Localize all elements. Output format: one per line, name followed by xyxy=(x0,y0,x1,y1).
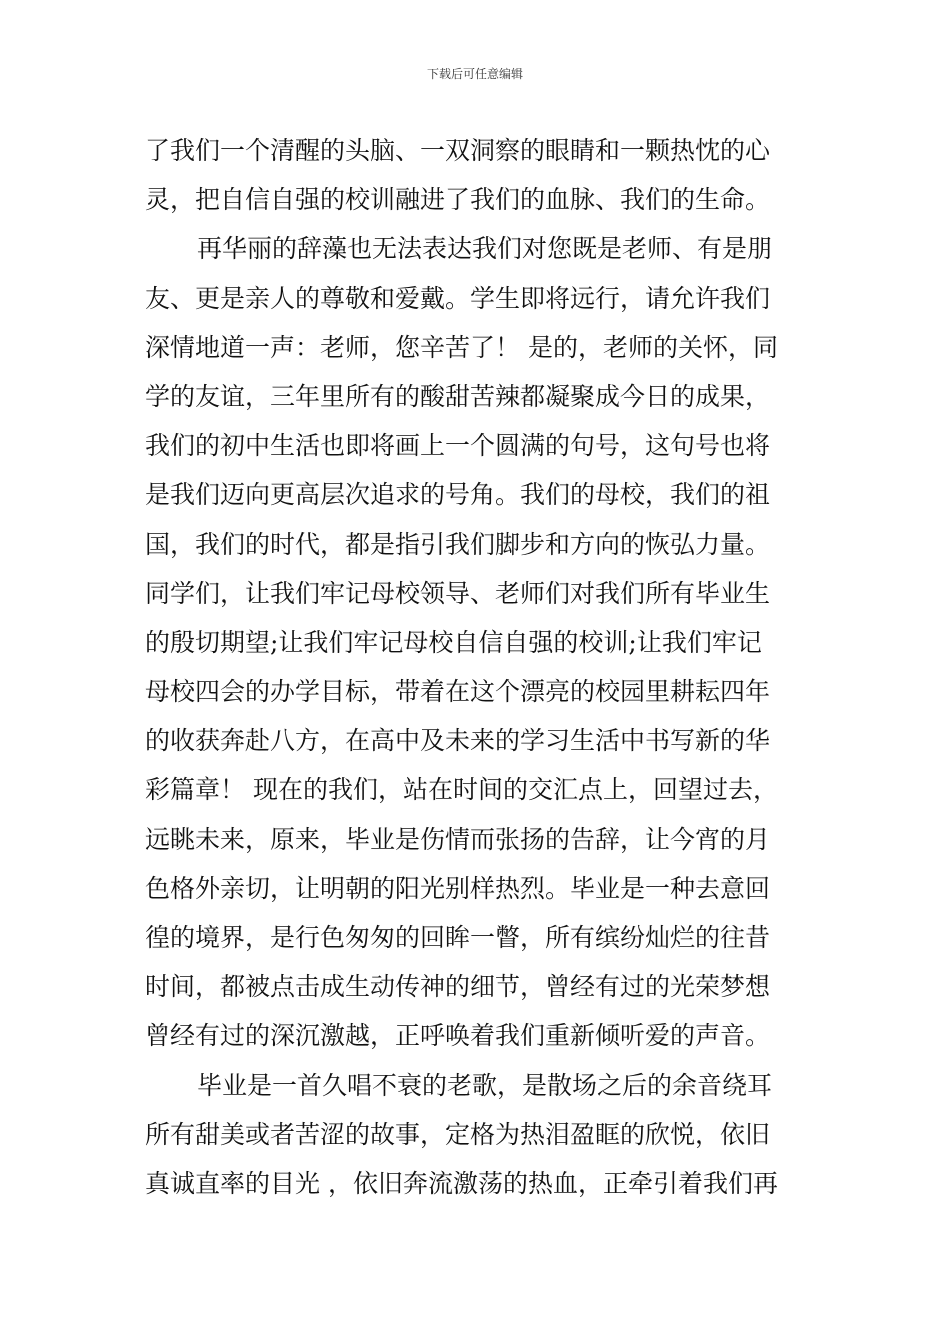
text-line: 时间，都被点击成生动传神的细节，曾经有过的光荣梦想 xyxy=(145,972,771,1002)
document-body xyxy=(145,126,807,1208)
text-line: 国，我们的时代，都是指引我们脚步和方向的恢弘力量。 xyxy=(145,529,771,559)
text-line: 徨的境界，是行色匆匆的回眸一瞥，所有缤纷灿烂的往昔 xyxy=(145,923,771,952)
text-line: 我们的初中生活也即将画上一个圆满的句号，这句号也将 xyxy=(145,431,771,461)
text-line: 是我们迈向更高层次追求的号角。我们的母校，我们的祖 xyxy=(145,480,771,510)
text-line: 所有甜美或者苦涩的故事，定格为热泪盈眶的欣悦，依旧 xyxy=(145,1119,771,1149)
text-line: 远眺未来，原来，毕业是伤情而张扬的告辞，让今宵的月 xyxy=(145,824,771,854)
text-line: 色格外亲切，让明朝的阳光别样热烈。毕业是一种去意回 xyxy=(145,873,771,903)
text-line: 同学们，让我们牢记母校领导、老师们对我们所有毕业生 xyxy=(145,578,771,608)
text-line: 真诚直率的目光 ，依旧奔流激荡的热血，正牵引着我们再 xyxy=(145,1168,778,1198)
text-line: 毕业是一首久唱不衰的老歌，是散场之后的余音绕耳 xyxy=(197,1070,773,1100)
text-line: 学的友谊，三年里所有的酸甜苦辣都凝聚成今日的成果， xyxy=(145,381,771,411)
text-line: 深情地道一声：老师，您辛苦了！ 是的，老师的关怀，同 xyxy=(145,332,778,362)
text-line: 了我们一个清醒的头脑、一双洞察的眼睛和一颗热忱的心 xyxy=(145,136,771,165)
page-header: 下载后可任意编辑 xyxy=(426,67,523,81)
text-line: 友、更是亲人的尊敬和爱戴。学生即将远行，请允许我们 xyxy=(145,283,771,313)
text-line: 灵，把自信自强的校训融进了我们的血脉、我们的生命。 xyxy=(145,185,771,215)
text-line: 曾经有过的深沉激越，正呼唤着我们重新倾听爱的声音。 xyxy=(145,1021,771,1051)
text-line: 的殷切期望;让我们牢记母校自信自强的校训;让我们牢记 xyxy=(145,627,762,657)
text-line: 彩篇章！ 现在的我们，站在时间的交汇点上，回望过去， xyxy=(145,775,778,805)
text-line: 母校四会的办学目标，带着在这个漂亮的校园里耕耘四年 xyxy=(145,677,771,707)
text-line: 的收获奔赴八方，在高中及未来的学习生活中书写新的华 xyxy=(145,726,771,756)
text-line: 再华丽的辞藻也无法表达我们对您既是老师、有是朋 xyxy=(197,234,773,264)
